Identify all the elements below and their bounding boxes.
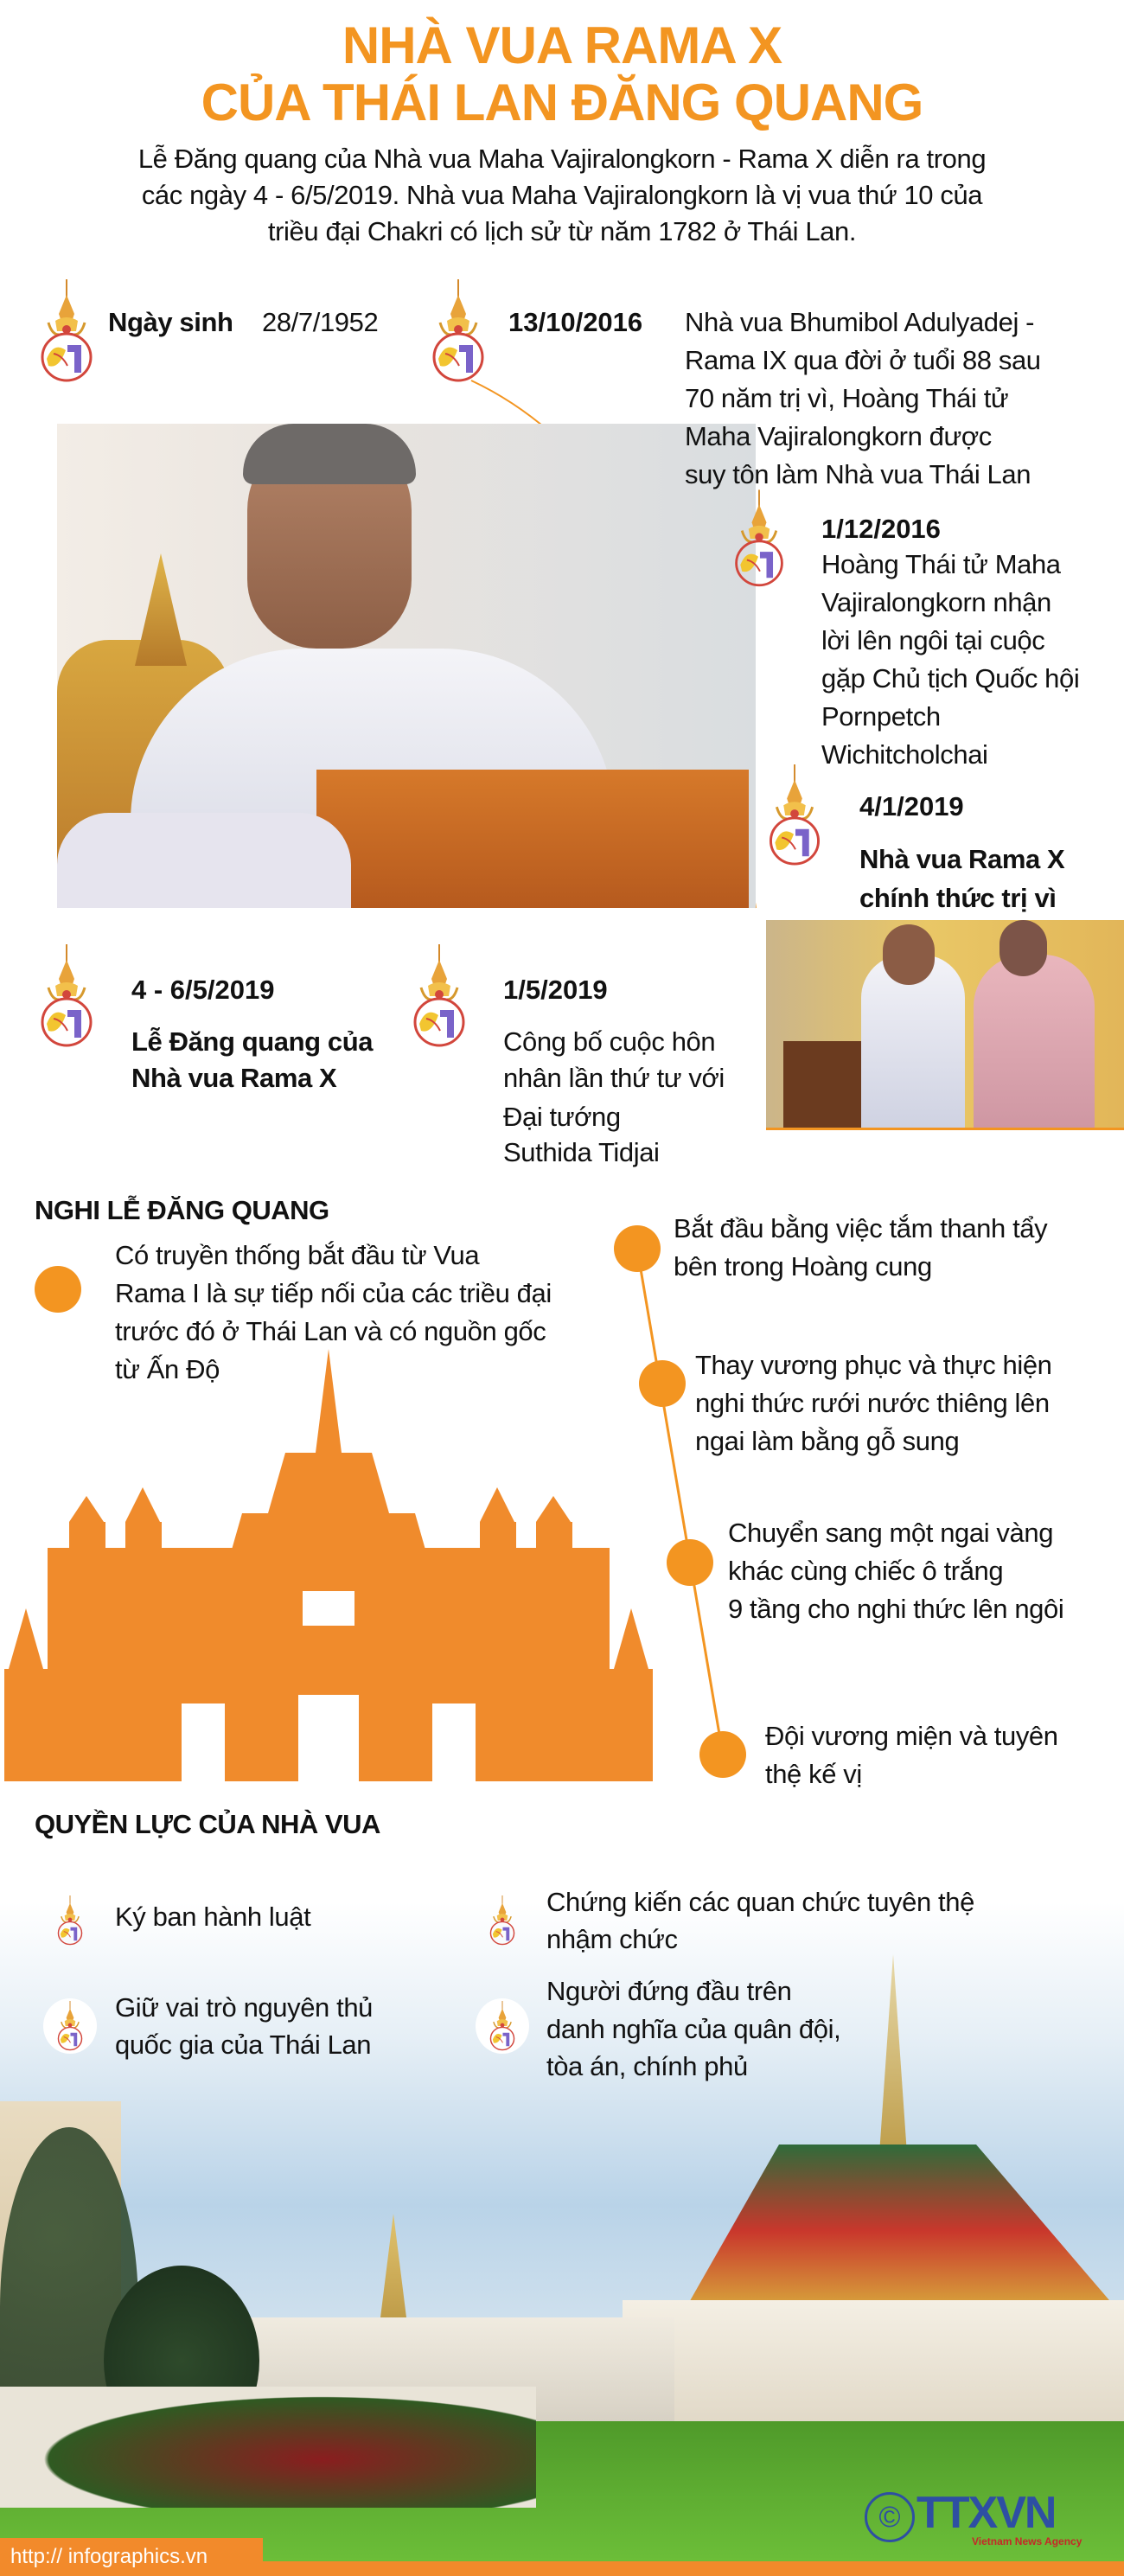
power-text-line: tòa án, chính phủ	[546, 2051, 748, 2081]
ceremony-intro-line: từ Ấn Độ	[115, 1354, 220, 1384]
temple-silhouette-illustration	[0, 1349, 657, 1781]
step-text-line: khác cùng chiếc ô trắng	[728, 1556, 1004, 1586]
intro-line-2: các ngày 4 - 6/5/2019. Nhà vua Maha Vajiralongkorn là vị vua thứ 10 của	[141, 180, 983, 210]
event-text-line: Đại tướng	[503, 1102, 621, 1132]
title-line-1: NHÀ VUA RAMA X	[342, 16, 782, 74]
birth-label: Ngày sinh	[108, 307, 233, 337]
event-text-line: suy tôn làm Nhà vua Thái Lan	[685, 459, 1031, 489]
royal-wedding-photo	[766, 920, 1124, 1130]
power-text-line: Người đứng đầu trên	[546, 1976, 792, 2006]
event-text-line: Nhà vua Rama X	[859, 844, 1065, 874]
step-text-line: 9 tầng cho nghi thức lên ngôi	[728, 1594, 1064, 1624]
event-text-line: 70 năm trị vì, Hoàng Thái tử	[685, 383, 1009, 413]
royal-emblem-icon	[764, 764, 825, 866]
step-text-line: Thay vương phục và thực hiện	[695, 1350, 1052, 1380]
royal-emblem-icon	[55, 2001, 85, 2051]
event-date: 1/12/2016	[821, 514, 941, 544]
footer-url-link[interactable]: http:// infographics.vn	[10, 2545, 208, 2568]
royal-emblem-icon	[428, 279, 489, 383]
step-text-line: Chuyển sang một ngai vàng	[728, 1518, 1054, 1548]
king-portrait-photo	[57, 424, 756, 908]
step-dot-icon	[699, 1731, 746, 1778]
event-text-line: Vajiralongkorn nhận	[821, 587, 1051, 617]
intro-line-3: triều đại Chakri có lịch sử từ năm 1782 ở Thái Lan.	[267, 216, 857, 246]
power-text-line: Giữ vai trò nguyên thủ	[115, 1992, 374, 2023]
royal-emblem-icon	[36, 279, 97, 383]
step-dot-icon	[667, 1539, 713, 1586]
event-text-line: Pornpetch	[821, 701, 941, 732]
title-line-2: CỦA THÁI LAN ĐĂNG QUANG	[201, 74, 923, 131]
power-text-line: Ký ban hành luật	[115, 1902, 311, 1932]
ttxvn-logo-subtitle: Vietnam News Agency	[972, 2535, 1082, 2547]
event-description	[821, 546, 1079, 774]
event-text-line: chính thức trị vì	[859, 883, 1057, 913]
ceremony-steps-line	[605, 1228, 778, 1781]
event-date: 1/5/2019	[503, 975, 608, 1005]
footer-url-tab	[0, 2538, 263, 2576]
step-text-line: thệ kế vị	[765, 1759, 862, 1789]
ceremony-intro-line: Rama I là sự tiếp nối của các triều đại	[115, 1278, 552, 1308]
royal-emblem-icon	[36, 944, 97, 1048]
step-text-line: Bắt đầu bằng việc tắm thanh tẩy	[674, 1213, 1048, 1243]
royal-emblem-icon	[731, 489, 788, 588]
event-text-line: Nhà vua Bhumibol Adulyadej -	[685, 307, 1035, 337]
ceremony-intro-line: trước đó ở Thái Lan và có nguồn gốc	[115, 1316, 546, 1346]
royal-emblem-icon	[409, 944, 469, 1048]
event-text-line: nhân lần thứ tư với	[503, 1063, 725, 1093]
ceremony-step	[674, 1210, 1047, 1286]
event-text-line: Công bố cuộc hôn	[503, 1026, 716, 1057]
ttxvn-logo: TTXVN	[916, 2488, 1056, 2538]
step-text-line: nghi thức rưới nước thiêng lên	[695, 1388, 1050, 1418]
event-date: 4/1/2019	[859, 791, 964, 821]
royal-emblem-icon	[488, 2001, 517, 2051]
ceremony-step	[695, 1346, 1052, 1461]
event-date: 13/10/2016	[508, 307, 643, 337]
copyright-symbol: ©	[865, 2492, 915, 2542]
bullet-dot-icon	[35, 1266, 81, 1313]
intro-line-1: Lễ Đăng quang của Nhà vua Maha Vajiralongkorn - Rama X diễn ra trong	[137, 144, 987, 174]
event-description	[685, 304, 1041, 494]
power-text-line: quốc gia của Thái Lan	[115, 2029, 372, 2060]
birth-date: 28/7/1952	[262, 307, 379, 337]
event-date: 4 - 6/5/2019	[131, 975, 275, 1005]
event-text-line: Hoàng Thái tử Maha	[821, 549, 1061, 579]
step-dot-icon	[639, 1360, 686, 1407]
royal-emblem-icon	[55, 1895, 85, 1946]
event-text-line: Rama IX qua đời ở tuổi 88 sau	[685, 345, 1041, 375]
event-text-line: Suthida Tidjai	[503, 1137, 660, 1167]
event-text-line: Nhà vua Rama X	[131, 1063, 337, 1093]
event-text-line: Maha Vajiralongkorn được	[685, 421, 992, 451]
royal-emblem-icon	[488, 1895, 517, 1946]
event-text-line: Lễ Đăng quang của	[131, 1026, 374, 1057]
ceremony-step	[765, 1717, 1058, 1793]
step-dot-icon	[614, 1225, 661, 1272]
event-text-line: Wichitcholchai	[821, 739, 988, 770]
step-text-line: ngai làm bằng gỗ sung	[695, 1426, 960, 1456]
ceremony-intro-line: Có truyền thống bắt đầu từ Vua	[115, 1240, 480, 1270]
step-text-line: bên trong Hoàng cung	[674, 1251, 932, 1282]
ceremony-step	[728, 1514, 1063, 1628]
ceremony-heading: NGHI LỄ ĐĂNG QUANG	[35, 1195, 329, 1225]
powers-heading: QUYỀN LỰC CỦA NHÀ VUA	[35, 1809, 380, 1839]
event-text-line: lời lên ngôi tại cuộc	[821, 625, 1045, 655]
power-text-line: nhậm chức	[546, 1924, 678, 1954]
step-text-line: Đội vương miện và tuyên	[765, 1721, 1058, 1751]
power-text-line: Chứng kiến các quan chức tuyên thệ	[546, 1887, 974, 1917]
event-text-line: gặp Chủ tịch Quốc hội	[821, 663, 1080, 694]
power-text-line: danh nghĩa của quân đội,	[546, 2014, 841, 2044]
